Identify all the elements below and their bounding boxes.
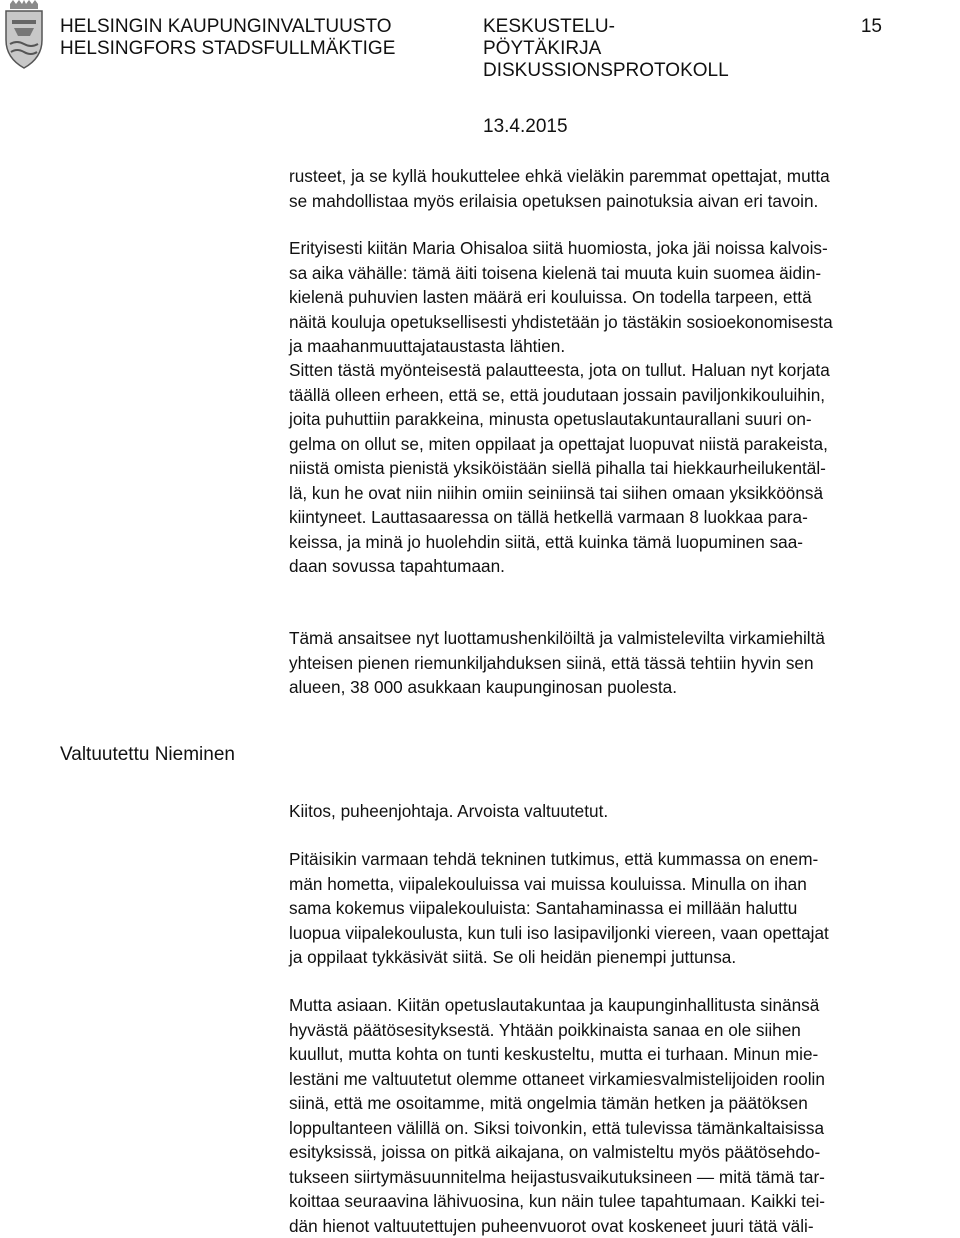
doc-type-line: KESKUSTELU-	[483, 16, 729, 38]
text-line: loppultanteen välillä on. Siksi toivonkin, että tulevissa tämänkaltaisissa	[289, 1116, 957, 1141]
text-line: kielenä puhuvien lasten määrä eri kouluissa. On todella tarpeen, että	[289, 285, 957, 310]
text-line: gelma on ollut se, miten oppilaat ja opettajat luopuvat niistä parakeista,	[289, 432, 957, 457]
org-line: HELSINGIN KAUPUNGINVALTUUSTO	[60, 16, 395, 38]
page-number: 15	[861, 16, 882, 38]
text-line: lestäni me valtuutetut olemme ottaneet virkamiesvalmistelijoiden roolin	[289, 1067, 957, 1092]
text-line: täällä olleen erheen, että se, että joudutaan jossain paviljonkikouluihin,	[289, 383, 957, 408]
text-line: Tämä ansaitsee nyt luottamushenkilöiltä ja valmistelevilta virkamiehiltä	[289, 626, 957, 651]
organization-name	[60, 16, 395, 60]
text-line: Pitäisikin varmaan tehdä tekninen tutkimus, että kummassa on enem-	[289, 847, 957, 872]
doc-type-line: DISKUSSIONSPROTOKOLL	[483, 60, 729, 82]
text-line: joita puhuttiin parakkeina, minusta opetuslautakuntaurallani suuri on-	[289, 407, 957, 432]
text-line: sama kokemus viipalekouluista: Santahaminassa ei millään haluttu	[289, 896, 957, 921]
text-line: keissa, ja minä jo huolehdin siitä, että kuinka tämä luopuminen saa-	[289, 530, 957, 555]
text-line: kiintyneet. Lauttasaaressa on tällä hetkellä varmaan 8 luokkaa para-	[289, 505, 957, 530]
paragraph	[289, 236, 957, 359]
text-line: Sitten tästä myönteisestä palautteesta, jota on tullut. Haluan nyt korjata	[289, 358, 957, 383]
document-type	[483, 16, 729, 82]
text-line: sa aika vähälle: tämä äiti toisena kielenä tai muuta kuin suomea äidin-	[289, 261, 957, 286]
paragraph	[289, 164, 957, 213]
org-line: HELSINGFORS STADSFULLMÄKTIGE	[60, 38, 395, 60]
text-line: siinä, että me osoitamme, mitä ongelmia tämän hetken ja päätöksen	[289, 1091, 957, 1116]
paragraph	[289, 626, 957, 700]
text-line: Kiitos, puheenjohtaja. Arvoista valtuutetut.	[289, 799, 957, 824]
text-line: lä, kun he ovat niin niihin omiin seiniinsä tai siihen omaan yksikköönsä	[289, 481, 957, 506]
text-line: niistä omista pienistä yksiköistään siellä pihalla tai hiekkaurheilukentäl-	[289, 456, 957, 481]
helsinki-coat-of-arms-icon	[2, 0, 46, 70]
text-line: se mahdollistaa myös erilaisia opetuksen painotuksia aivan eri tavoin.	[289, 189, 957, 214]
doc-type-line: PÖYTÄKIRJA	[483, 38, 729, 60]
text-line: kuullut, mutta kohta on tunti keskusteltu, mutta ei turhaan. Minun mie-	[289, 1042, 957, 1067]
paragraph	[289, 358, 957, 579]
text-line: tukseen siirtymäsuunnitelma heijastusvaikutuksineen — mitä tämä tar-	[289, 1165, 957, 1190]
text-line: hyvästä päätösesityksestä. Yhtään poikkinaista sanaa en ole siihen	[289, 1018, 957, 1043]
text-line: näitä kouluja opetuksellisesti yhdistetään jo tästäkin sosioekonomisesta	[289, 310, 957, 335]
text-line: rusteet, ja se kyllä houkuttelee ehkä vieläkin paremmat opettajat, mutta	[289, 164, 957, 189]
text-line: ja maahanmuuttajataustasta lähtien.	[289, 334, 957, 359]
text-line: esityksissä, joissa on pitkä aikajana, on valmisteltu myös päätösehdo-	[289, 1140, 957, 1165]
paragraph	[289, 799, 957, 824]
text-line: koittaa seuraavina lähivuosina, kun näin tulee tapahtumaan. Kaikki tei-	[289, 1189, 957, 1214]
text-line: daan sovussa tapahtumaan.	[289, 554, 957, 579]
text-line: yhteisen pienen riemunkiljahduksen siinä, että tässä tehtiin hyvin sen	[289, 651, 957, 676]
text-line: alueen, 38 000 asukkaan kaupunginosan puolesta.	[289, 675, 957, 700]
text-line: luopua viipalekoulusta, kun tuli iso lasipaviljonki viereen, vaan opettajat	[289, 921, 957, 946]
text-line: Erityisesti kiitän Maria Ohisaloa siitä huomiosta, joka jäi noissa kalvois-	[289, 236, 957, 261]
text-line: Mutta asiaan. Kiitän opetuslautakuntaa ja kaupunginhallitusta sinänsä	[289, 993, 957, 1018]
speaker-name: Valtuutettu Nieminen	[60, 743, 235, 767]
meeting-date: 13.4.2015	[483, 116, 568, 138]
paragraph	[289, 993, 957, 1238]
text-line: män hometta, viipalekouluissa vai muissa kouluissa. Minulla on ihan	[289, 872, 957, 897]
paragraph	[289, 847, 957, 970]
text-line: ja oppilaat tykkäsivät siitä. Se oli heidän pienempi juttunsa.	[289, 945, 957, 970]
text-line: dän hienot valtuutettujen puheenvuorot ovat koskeneet juuri tätä väli-	[289, 1214, 957, 1238]
